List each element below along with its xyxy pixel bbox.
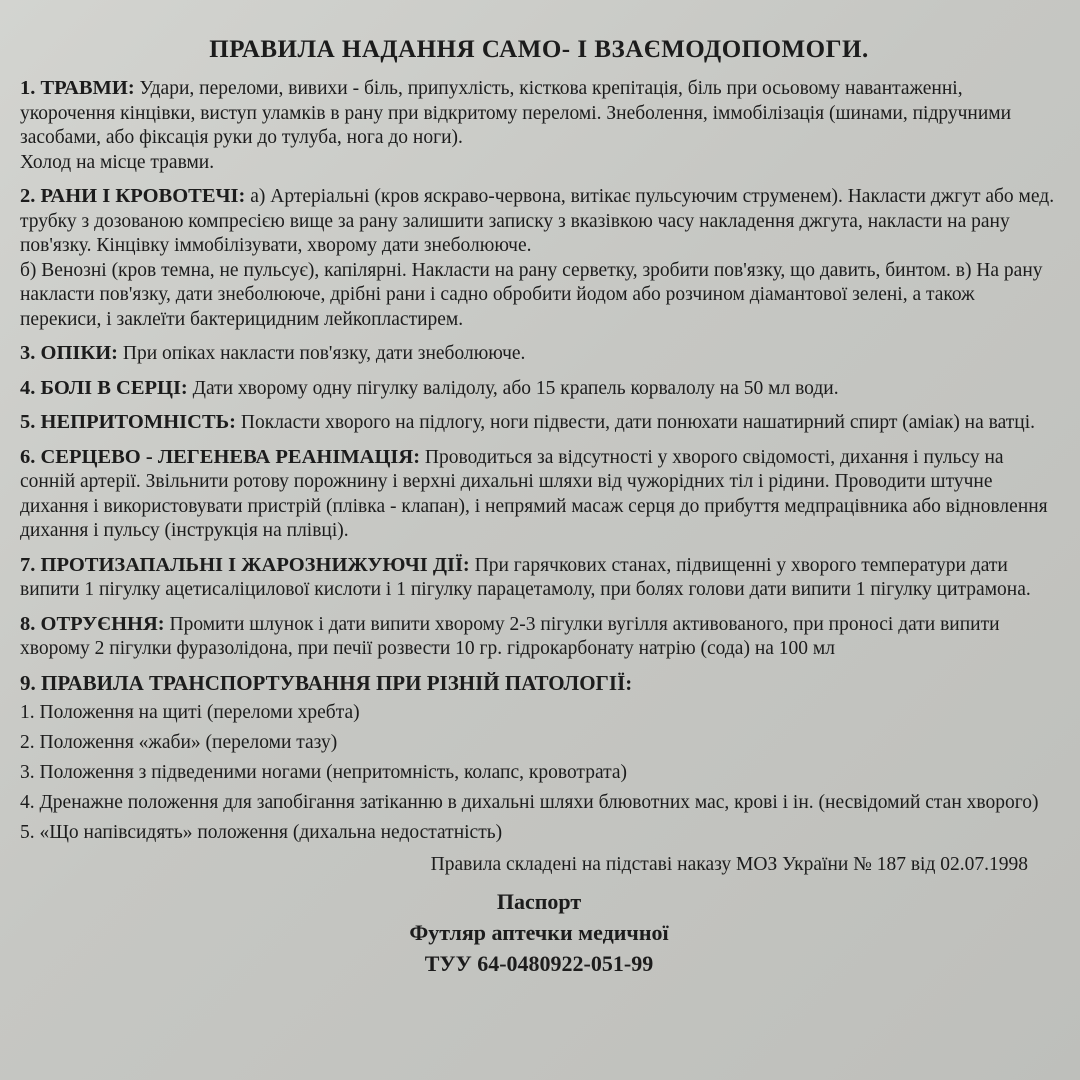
regulation-note: Правила складені на підставі наказу МОЗ України № 187 від 02.07.1998 <box>430 854 1028 875</box>
section-heading: 4. БОЛІ В СЕРЦІ: <box>20 376 188 399</box>
list-item: 5. «Що напівсидять» положення (дихальна недостатність) <box>20 822 503 843</box>
section-heading: 1. ТРАВМИ: <box>20 77 135 99</box>
section-antipyretic <box>20 553 1058 603</box>
section-heading: 7. ПРОТИЗАПАЛЬНІ І ЖАРОЗНИЖУЮЧІ ДІЇ: <box>20 553 470 576</box>
passport-title: Паспорт <box>496 889 582 914</box>
section-heading: 3. ОПІКИ: <box>20 342 119 364</box>
section-transport <box>20 671 1058 846</box>
section-text: При опіках накласти пов'язку, дати знеболююче. <box>122 343 526 364</box>
section-heading: 6. СЕРЦЕВО - ЛЕГЕНЕВА РЕАНІМАЦІЯ: <box>20 445 421 468</box>
section-injuries <box>20 76 1058 175</box>
section-heading: 9. ПРАВИЛА ТРАНСПОРТУВАННЯ ПРИ РІЗНІЙ ПАТОЛОГІЇ: <box>20 670 633 695</box>
section-poisoning <box>20 612 1058 662</box>
list-item: 3. Положення з підведеними ногами (непритомність, колапс, кровотрата) <box>20 762 628 783</box>
list-item: 2. Положення «жаби» (переломи тазу) <box>20 732 338 753</box>
list-item: 1. Положення на щиті (переломи хребта) <box>20 702 360 723</box>
section-heart-pain <box>20 376 1058 402</box>
section-text: Удари, переломи, вивихи - біль, припухлість, кісткова крепітація, біль при осьовому навантаженні, укорочення кінцівки, виступ уламків в рану при відкритому переломі. Знеболення, іммобілізація (шинами, підручними засобами, або фіксація руки до тулуба, нога до ноги). <box>20 78 1012 148</box>
section-text: б) Венозні (кров темна, не пульсує), капілярні. Накласти на рану серветку, зробити пов'язку, що давить, бинтом. в) На рану накласти пов'язку, дати знеболююче, дрібні рани і садно обробити йодом або розчином діамантової зелені, а також перекиси, і заклеїти бактерицидним лейкопластирем. <box>20 259 1043 330</box>
section-text: Покласти хворого на підлогу, ноги підвести, дати понюхати нашатирний спирт (аміак) на ватці. <box>240 412 1036 433</box>
spec-code: ТУУ 64-0480922-051-99 <box>424 951 654 976</box>
list-item: 4. Дренажне положення для запобігання затіканню в дихальні шляхи блювотних мас, крові і ін. (несвідомий стан хворого) <box>20 792 1039 813</box>
section-text: Промити шлунок і дати випити хворому 2-3 пігулки вугілля активованого, при проносі дати випити хворому 2 пігулки фуразолідона, при печії розвести 10 гр. гідрокарбонату натрію (сода) на 100 мл <box>20 613 1000 659</box>
section-text: а) Артеріальні (кров яскраво-червона, витікає пульсуючим струменем). Накласти джгут або мед. трубку з дозованою компресією вище за рану залишити записку з вказівкою часу накладення джгута, накласти на рану пов'язку. Кінцівку іммобілізувати, хворому дати знеболююче. <box>20 186 1055 256</box>
section-text: Холод на місце травми. <box>20 151 215 173</box>
page-title: ПРАВИЛА НАДАННЯ САМО- І ВЗАЄМОДОПОМОГИ. <box>209 36 869 63</box>
section-cpr <box>20 445 1058 544</box>
section-wounds-bleeding <box>20 184 1058 332</box>
passport-block <box>20 886 1058 979</box>
product-name: Футляр аптечки медичної <box>409 920 669 945</box>
section-text: Проводиться за відсутності у хворого свідомості, дихання і пульсу на сонній артерії. Звільнити ротову порожнину і верхні дихальні шляхи від чужорідних тіл і рідини. Проводити штучне дихання і використовувати пристрій (плівка - клапан), і непрямий масаж серця до прибуття медпрацівника або відновлення дихання і пульсу (інструкція на плівці). <box>20 446 1048 541</box>
section-heading: 2. РАНИ І КРОВОТЕЧІ: <box>20 185 246 207</box>
section-text: Дати хворому одну пігулку валідолу, або 15 крапель корвалолу на 50 мл води. <box>192 377 839 399</box>
section-heading: 8. ОТРУЄННЯ: <box>20 612 165 635</box>
section-text: При гарячкових станах, підвищенні у хворого температури дати випити 1 пігулку ацетисаліцилової кислоти і 1 пігулку парацетамолу, при болях голови дати випити 1 пігулку цитрамона. <box>20 554 1031 600</box>
section-burns <box>20 341 1058 367</box>
section-heading: 5. НЕПРИТОМНІСТЬ: <box>20 411 237 433</box>
section-unconsciousness <box>20 410 1058 436</box>
